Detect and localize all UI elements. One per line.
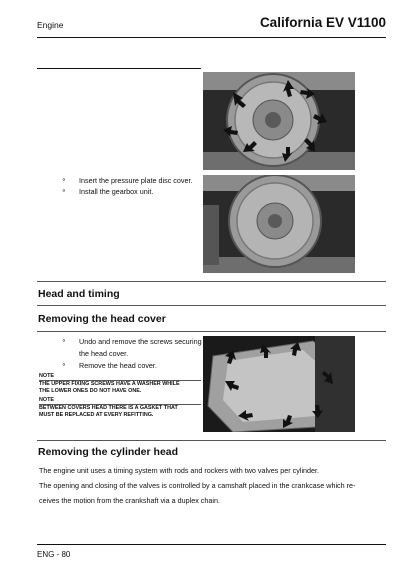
clutch-photo-1 bbox=[203, 72, 355, 170]
cyl-head-body bbox=[39, 465, 369, 506]
heading-remove-cyl-head: Removing the cylinder head bbox=[38, 446, 179, 458]
note-label-1: NOTE bbox=[39, 373, 54, 379]
rule-head-timing-bottom bbox=[37, 305, 386, 306]
note-text-1 bbox=[39, 381, 204, 395]
heading-remove-head-cover: Removing the head cover bbox=[38, 313, 166, 325]
section-top-rule bbox=[37, 68, 201, 69]
body-line: The opening and closing of the valves is controlled by a camshaft placed in the crankcase which re- bbox=[39, 481, 356, 490]
note-line: THE LOWER ONES DO NOT HAVE ONE. bbox=[39, 388, 142, 394]
note-line: MUST BE REPLACED AT EVERY REFITTING. bbox=[39, 412, 154, 418]
footer-rule bbox=[37, 544, 386, 545]
bullet-icon: ⚬ bbox=[61, 188, 67, 195]
rule-cyl-head bbox=[37, 440, 386, 441]
bullet-text: Undo and remove the screws securing bbox=[79, 337, 202, 346]
bullet-text: Install the gearbox unit. bbox=[79, 187, 154, 196]
heading-head-timing: Head and timing bbox=[38, 288, 120, 300]
bullet-text: Insert the pressure plate disc cover. bbox=[79, 176, 193, 185]
header-model: California EV V1100 bbox=[259, 15, 386, 30]
bullet-text: the head cover. bbox=[79, 349, 129, 358]
note-line: BETWEEN COVERS HEAD THERE IS A GASKET THAT bbox=[39, 405, 178, 411]
bullet-text: Remove the head cover. bbox=[79, 361, 157, 370]
bullet-icon: ⚬ bbox=[61, 177, 67, 184]
note-label-2: NOTE bbox=[39, 397, 54, 403]
header-rule bbox=[37, 37, 386, 38]
body-line: ceives the motion from the crankshaft via a duplex chain. bbox=[39, 496, 220, 505]
clutch-photo-2 bbox=[203, 175, 355, 273]
page-number: ENG - 80 bbox=[37, 550, 71, 559]
head-cover-photo bbox=[203, 336, 355, 432]
note-text-2 bbox=[39, 405, 204, 419]
bullet-icon: ⚬ bbox=[61, 362, 67, 369]
note-line: THE UPPER FIXING SCREWS HAVE A WASHER WHILE bbox=[39, 381, 180, 387]
rule-head-cover bbox=[37, 331, 386, 332]
rule-head-timing-top bbox=[37, 281, 386, 282]
bullet-icon: ⚬ bbox=[61, 338, 67, 345]
header-section: Engine bbox=[37, 20, 64, 30]
body-line: The engine unit uses a timing system with rods and rockers with two valves per cylinder. bbox=[39, 466, 320, 475]
